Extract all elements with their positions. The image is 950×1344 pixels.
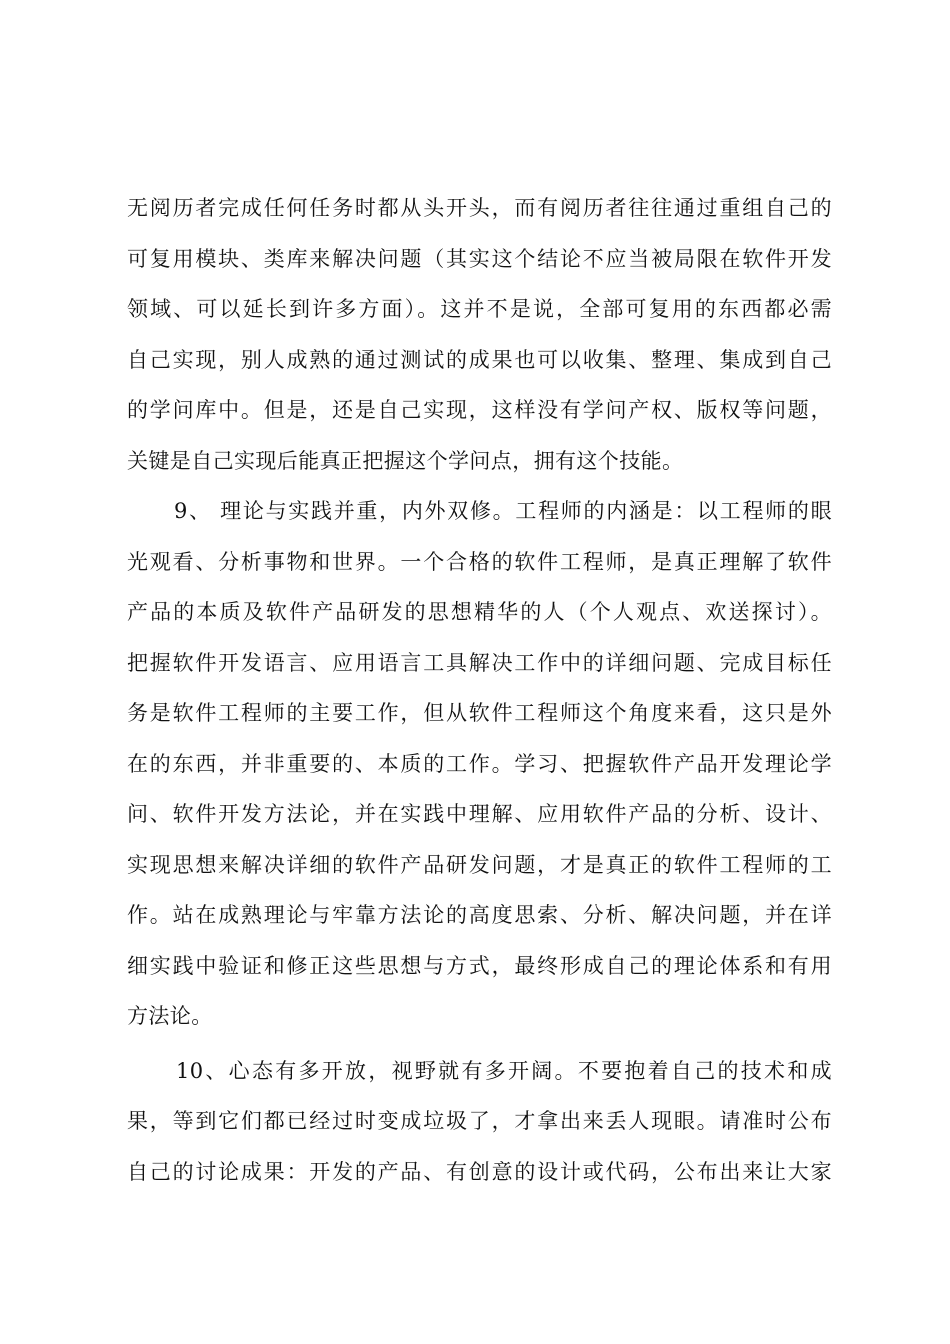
text-line: 光观看、分析事物和世界。一个合格的软件工程师，是真正理解了软件: [127, 549, 832, 574]
text-line: 自己的讨论成果：开发的产品、有创意的设计或代码，公布出来让大家: [127, 1159, 832, 1184]
text-line: 可复用模块、类库来解决问题（其实这个结论不应当被局限在软件开发: [127, 246, 832, 271]
text-line: 实现思想来解决详细的软件产品研发问题，才是真正的软件工程师的工: [127, 852, 832, 877]
text-line: 把握软件开发语言、应用语言工具解决工作中的详细问题、完成目标任: [127, 650, 832, 675]
text-line: 无阅历者完成任何任务时都从头开头，而有阅历者往往通过重组自己的: [127, 196, 832, 220]
text-line: 果，等到它们都已经过时变成垃圾了，才拿出来丢人现眼。请准时公布: [127, 1109, 832, 1133]
paragraph-9: [127, 486, 832, 1042]
text-line: 作。站在成熟理论与牢靠方法论的高度思索、分析、解决问题，并在详: [127, 903, 832, 927]
paragraph-10: [127, 1046, 832, 1198]
text-line: 产品的本质及软件产品研发的思想精华的人（个人观点、欢送探讨）。: [127, 600, 832, 624]
text-line: 务是软件工程师的主要工作，但从软件工程师这个角度来看，这只是外: [127, 701, 832, 725]
text-line: 领域、可以延长到许多方面）。这并不是说，全部可复用的东西都必需: [127, 297, 832, 321]
text-line: 在的东西，并非重要的、本质的工作。学习、把握软件产品开发理论学: [127, 751, 832, 776]
text-line: 细实践中验证和修正这些思想与方式，最终形成自己的理论体系和有用: [127, 953, 832, 978]
text-line: 10、心态有多开放，视野就有多开阔。不要抱着自己的技术和成: [176, 1058, 832, 1083]
text-line: 关键是自己实现后能真正把握这个学问点，拥有这个技能。: [127, 448, 684, 473]
paragraph-reuse: [127, 183, 832, 486]
text-line: 方法论。: [127, 1004, 213, 1028]
text-line: 问、软件开发方法论，并在实践中理解、应用软件产品的分析、设计、: [127, 802, 832, 826]
text-line: 自己实现，别人成熟的通过测试的成果也可以收集、整理、集成到自己: [127, 347, 832, 372]
text-line: 9、 理论与实践并重，内外双修。工程师的内涵是：以工程师的眼: [174, 499, 832, 523]
text-line: 的学问库中。但是，还是自己实现，这样没有学问产权、版权等问题，: [127, 398, 832, 422]
body-text: [127, 183, 832, 1197]
